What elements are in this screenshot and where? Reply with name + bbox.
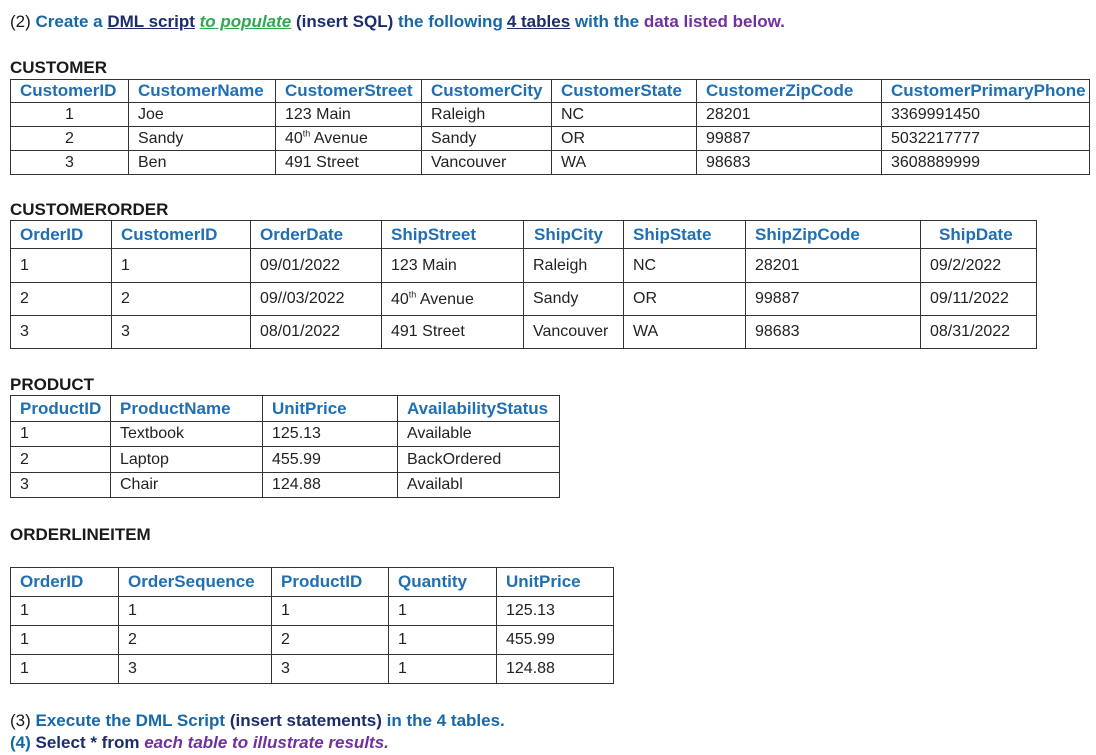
table-cell: [276, 127, 422, 151]
product-table: [10, 395, 560, 498]
table-cell: 98683: [697, 151, 882, 175]
table-cell: 1: [389, 626, 497, 655]
table-cell: 2: [11, 283, 112, 316]
column-header: CustomerStreet: [276, 80, 422, 103]
column-header: AvailabilityStatus: [398, 396, 560, 422]
table-cell: 1: [11, 422, 111, 447]
column-header: CustomerID: [11, 80, 129, 103]
table-cell: 1: [389, 655, 497, 684]
ordinal-street: 40th Avenue: [285, 128, 368, 148]
orderlineitem-table: [10, 567, 614, 684]
table-cell: Sandy: [129, 127, 276, 151]
table-cell: NC: [552, 103, 697, 127]
table-cell: 09/01/2022: [251, 249, 382, 283]
table-row: [11, 103, 1090, 127]
table-cell: 2: [11, 127, 129, 151]
column-header: CustomerID: [112, 221, 251, 249]
table-row: [11, 249, 1037, 283]
task-4-instruction: (4) Select * from each table to illustrate results.: [10, 733, 389, 752]
table-row: [11, 127, 1090, 151]
table-cell: Laptop: [111, 447, 263, 473]
column-header: OrderID: [11, 221, 112, 249]
table-cell: 491 Street: [382, 316, 524, 349]
customer-header-row: [11, 80, 1090, 103]
table-cell: 28201: [697, 103, 882, 127]
customerorder-table-title: CUSTOMERORDER: [10, 200, 169, 219]
table-cell: Joe: [129, 103, 276, 127]
table-cell: 2: [272, 626, 389, 655]
table-cell: Raleigh: [422, 103, 552, 127]
table-cell: [382, 283, 524, 316]
customer-table: [10, 79, 1090, 175]
table-cell: 98683: [746, 316, 921, 349]
column-header: CustomerName: [129, 80, 276, 103]
table-cell: 1: [11, 655, 119, 684]
task-2-number: (2): [10, 12, 31, 31]
column-header: CustomerZipCode: [697, 80, 882, 103]
table-cell: BackOrdered: [398, 447, 560, 473]
column-header: OrderID: [11, 568, 119, 597]
table-cell: Available: [398, 422, 560, 447]
table-cell: WA: [624, 316, 746, 349]
table-cell: 99887: [746, 283, 921, 316]
task-3-instruction: (3) Execute the DML Script (insert statements) in the 4 tables.: [10, 711, 505, 730]
column-header: ProductName: [111, 396, 263, 422]
table-row: [11, 283, 1037, 316]
table-cell: 08/31/2022: [921, 316, 1037, 349]
customer-table-title: CUSTOMER: [10, 58, 107, 77]
table-cell: OR: [552, 127, 697, 151]
column-header: CustomerCity: [422, 80, 552, 103]
table-cell: 491 Street: [276, 151, 422, 175]
table-cell: 99887: [697, 127, 882, 151]
table-cell: 3: [119, 655, 272, 684]
column-header: UnitPrice: [497, 568, 614, 597]
table-row: [11, 151, 1090, 175]
table-cell: 09//03/2022: [251, 283, 382, 316]
product-table-title: PRODUCT: [10, 375, 95, 394]
table-cell: 1: [11, 103, 129, 127]
table-cell: 3: [272, 655, 389, 684]
product-header-row: [11, 396, 560, 422]
column-header: CustomerPrimaryPhone: [882, 80, 1090, 103]
table-cell: 1: [11, 597, 119, 626]
table-cell: 5032217777: [882, 127, 1090, 151]
table-row: [11, 597, 614, 626]
table-cell: Availabl: [398, 473, 560, 498]
column-header: Quantity: [389, 568, 497, 597]
customerorder-table: [10, 220, 1037, 349]
table-row: [11, 473, 560, 498]
column-header: ShipZipCode: [746, 221, 921, 249]
table-cell: 3608889999: [882, 151, 1090, 175]
table-row: [11, 316, 1037, 349]
table-cell: 455.99: [263, 447, 398, 473]
customerorder-header-row: [11, 221, 1037, 249]
table-cell: 3: [11, 473, 111, 498]
column-header: UnitPrice: [263, 396, 398, 422]
column-header: ShipState: [624, 221, 746, 249]
table-cell: 1: [11, 626, 119, 655]
table-cell: 3: [11, 316, 112, 349]
column-header: ProductID: [11, 396, 111, 422]
table-cell: 1: [11, 249, 112, 283]
table-row: [11, 447, 560, 473]
table-cell: 123 Main: [276, 103, 422, 127]
table-cell: 28201: [746, 249, 921, 283]
table-cell: 455.99: [497, 626, 614, 655]
table-cell: 08/01/2022: [251, 316, 382, 349]
table-cell: Vancouver: [422, 151, 552, 175]
table-cell: 124.88: [263, 473, 398, 498]
ordinal-street: 40th Avenue: [391, 289, 474, 308]
table-cell: 124.88: [497, 655, 614, 684]
table-row: [11, 626, 614, 655]
table-row: [11, 422, 560, 447]
column-header: ShipStreet: [382, 221, 524, 249]
table-cell: Vancouver: [524, 316, 624, 349]
table-cell: 3369991450: [882, 103, 1090, 127]
table-row: [11, 655, 614, 684]
table-cell: Sandy: [524, 283, 624, 316]
table-cell: 125.13: [263, 422, 398, 447]
orderlineitem-header-row: [11, 568, 614, 597]
column-header: ShipDate: [921, 221, 1037, 249]
table-cell: 2: [112, 283, 251, 316]
table-cell: 1: [119, 597, 272, 626]
table-cell: Sandy: [422, 127, 552, 151]
table-cell: NC: [624, 249, 746, 283]
column-header: CustomerState: [552, 80, 697, 103]
table-cell: 1: [389, 597, 497, 626]
column-header: ProductID: [272, 568, 389, 597]
table-cell: Ben: [129, 151, 276, 175]
table-cell: 3: [11, 151, 129, 175]
table-cell: Raleigh: [524, 249, 624, 283]
column-header: ShipCity: [524, 221, 624, 249]
table-cell: 3: [112, 316, 251, 349]
column-header: OrderSequence: [119, 568, 272, 597]
table-cell: 09/11/2022: [921, 283, 1037, 316]
table-cell: 1: [112, 249, 251, 283]
column-header: OrderDate: [251, 221, 382, 249]
table-cell: Textbook: [111, 422, 263, 447]
table-cell: 125.13: [497, 597, 614, 626]
table-cell: 1: [272, 597, 389, 626]
task-2-instruction: (2) Create a DML script to populate (insert SQL) the following 4 tables with the data listed below.: [10, 12, 785, 31]
table-cell: 09/2/2022: [921, 249, 1037, 283]
table-cell: WA: [552, 151, 697, 175]
table-cell: 2: [119, 626, 272, 655]
table-cell: 123 Main: [382, 249, 524, 283]
table-cell: Chair: [111, 473, 263, 498]
table-cell: 2: [11, 447, 111, 473]
orderlineitem-table-title: ORDERLINEITEM: [10, 525, 151, 544]
table-cell: OR: [624, 283, 746, 316]
